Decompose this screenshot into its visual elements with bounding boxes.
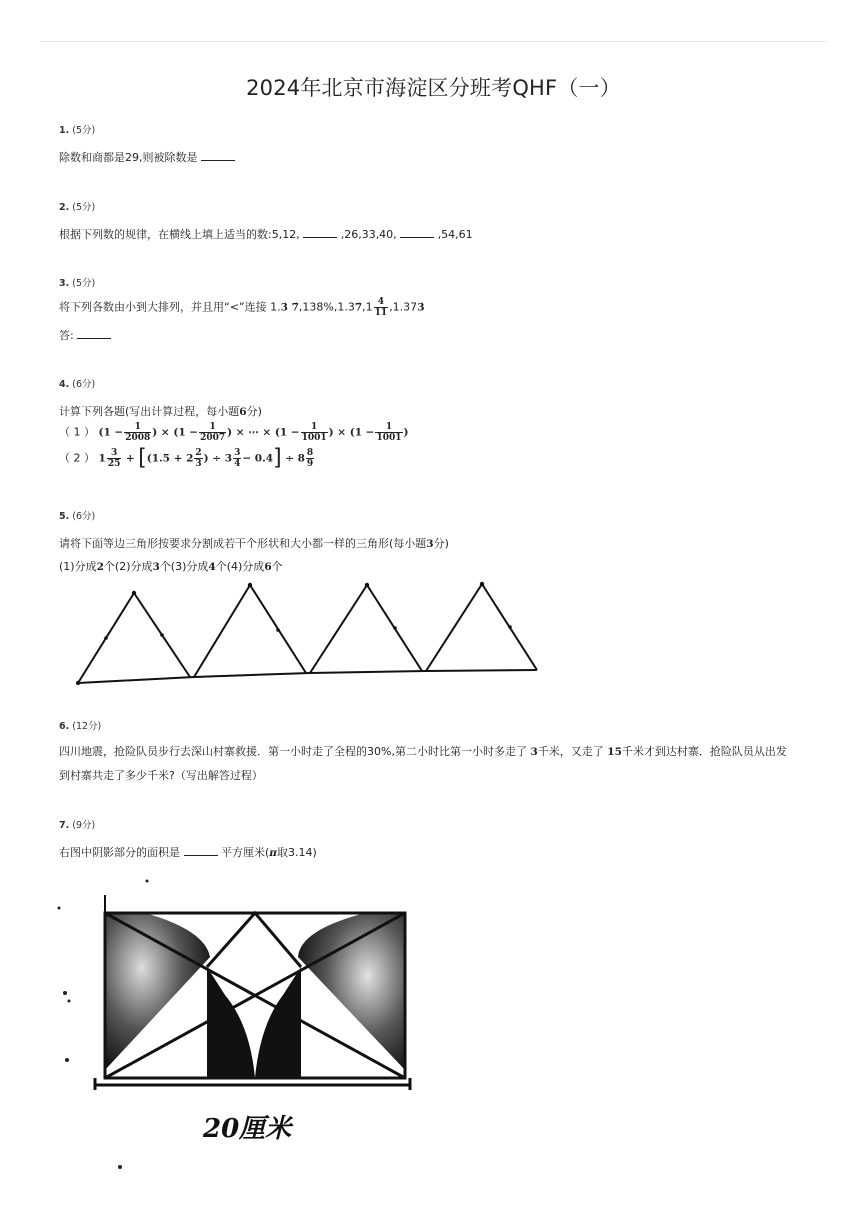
expr-text: + [125,452,135,465]
question-2-stem-b: ,26,33,40, [340,228,397,241]
part-text: (1)分成 [59,560,97,573]
value-3: ,1 [362,300,373,314]
question-6-line-1 [59,743,787,759]
question-5-stem: 请将下面等边三角形按要求分割成若干个形状和大小都一样的三角形(每小题 [59,537,427,550]
triangles-baseline [78,670,537,683]
question-score: (5分) [72,125,96,136]
question-3-header [59,275,95,289]
question-1-text [59,149,235,165]
left-bracket: [ [138,445,147,471]
triangle-3 [310,585,422,673]
speck [65,1058,69,1062]
question-7-text [59,844,317,860]
expr-text: − 0.4 [242,452,274,465]
shaded-area-figure [55,875,415,1179]
question-7-stem-b: 平方厘米( [221,846,270,859]
question-6-line-2 [59,767,263,783]
denominator: 2007 [200,433,226,443]
vertex-dot [132,591,136,595]
question-score: (9分) [72,820,96,831]
midpoint-dot [393,626,397,630]
question-4-stem: 计算下列各题(写出计算过程，每小题 [59,405,240,418]
answer-blank[interactable] [77,328,111,339]
fraction [124,422,151,443]
question-3-answer [59,327,111,343]
question-7-stem-a: 右图中阴影部分的面积是 [59,846,180,859]
denominator: 25 [107,459,121,469]
numerator: 3 [107,448,122,459]
denominator: 3 [195,459,202,469]
numerator: 2 [195,448,202,458]
speck [63,991,67,995]
speck [118,1165,122,1169]
numerator: 1 [301,422,328,433]
question-6-stem-d: 到村寨共走了多少千米?（写出解答过程） [59,769,263,782]
expr-text: (1.5 + 2 [146,452,194,465]
fraction [233,448,241,469]
bold-number: 3 [530,746,538,758]
vertex-dot [480,582,484,586]
part-text: 个(4)分成 [215,560,265,573]
numerator: 1 [199,422,226,433]
question-2-header [59,199,95,213]
denominator: 1001 [376,433,402,443]
expr-text: ÷ 8 [285,452,305,465]
expr-text: ) × (1 − [328,426,375,439]
repeating-digit: 7̇ [354,301,363,314]
expr-text: 1 [98,452,106,465]
question-number: 4. [59,379,70,390]
expression-1 [59,422,409,443]
question-number: 2. [59,202,70,213]
value-2: ,138%,1.3 [298,300,355,314]
expr-text: ) × ⋯ × (1 − [227,426,300,439]
bold-number: 3 [426,538,434,550]
part-label: （ 2 ） [59,451,95,465]
numerator: 8 [306,448,314,458]
numerator: 1 [375,422,402,433]
bold-number: 2 [96,561,104,573]
numerator: 1 [124,422,151,433]
question-4-stem-end: 分) [246,405,262,418]
fraction [374,297,389,318]
question-number: 7. [59,820,70,831]
question-3-text [59,297,425,318]
question-2-stem-c: ,54,61 [437,228,473,241]
left-shaded-region [105,913,210,1070]
bold-number: 6 [239,406,247,418]
vertex-dot [76,681,80,685]
question-1-header [59,122,95,136]
question-number: 5. [59,511,70,522]
fraction [301,422,328,443]
denominator: 4 [234,459,241,469]
question-number: 6. [59,721,70,732]
part-text: 个(2)分成 [103,560,153,573]
question-7-header [59,817,95,831]
repeating-digit: 3̇ [417,301,425,314]
question-number: 1. [59,125,70,136]
triangle-2 [194,585,306,677]
speck [68,1000,71,1003]
question-6-stem-a: 四川地震，抢险队员步行去深山村寨救援．第一小时走了全程的30%,第二小时比第一小时多走了 [59,745,527,758]
question-6-stem-b: 千米，又走了 [537,745,604,758]
denominator: 9 [306,459,314,469]
midpoint-dot [508,625,512,629]
vertex-dot [365,583,369,587]
bold-number: 6 [264,561,272,573]
question-4-text [59,403,262,419]
right-shaded-region [298,913,405,1070]
top-divider [40,41,827,42]
speck [146,880,149,883]
expr-text: ) × (1 − [152,426,199,439]
fraction [194,448,202,469]
question-score: (6分) [72,511,96,522]
question-score: (6分) [72,379,96,390]
repeating-digits: 3̇ 7̇ [280,301,299,314]
question-score: (5分) [72,202,96,213]
question-5-parts [59,558,283,574]
bold-number: 15 [607,746,622,758]
question-7-stem-c: 取3.14) [276,846,317,859]
question-2-text [59,226,473,242]
figure-dimension-label: 20厘米 [203,1114,292,1144]
triangles-figure [70,578,550,694]
part-text: 个(3)分成 [159,560,209,573]
denominator: 11 [374,308,388,318]
midpoint-dot [276,628,280,632]
question-4-header [59,376,95,390]
answer-blank[interactable] [201,150,235,161]
midpoint-dot [160,633,164,637]
question-score: (5分) [72,278,96,289]
question-1-stem: 除数和商都是29,则被除数是 [59,151,198,164]
bold-number: 3 [152,561,160,573]
fraction [306,448,314,469]
question-3-stem: 将下列各数由小到大排列，并且用“<”连接 [59,300,267,314]
vertex-dot [248,583,252,587]
numerator: 4 [374,297,389,308]
part-text: 个 [271,560,283,573]
fraction [107,448,122,469]
expr-text: ) [403,426,409,439]
fraction [199,422,226,443]
value-4: ,1.37 [389,300,418,314]
expr-text: (1 − [98,426,124,439]
question-2-stem-a: 根据下列数的规律，在横线上填上适当的数:5,12, [59,228,300,241]
fraction [375,422,402,443]
midpoint-dot [104,636,108,640]
part-label: （ 1 ） [59,425,95,439]
question-score: (12分) [72,721,102,732]
speck [58,907,61,910]
answer-blank[interactable] [303,227,337,238]
expression-2 [59,445,315,471]
question-5-text [59,535,449,551]
triangle-4 [426,584,537,671]
question-6-header [59,718,101,732]
expr-text: ) ÷ 3 [203,452,233,465]
value-1: 1. [270,300,281,314]
answer-blank[interactable] [184,845,218,856]
denominator: 2008 [125,433,151,443]
answer-blank[interactable] [400,227,434,238]
bold-number: 4 [208,561,216,573]
answer-label: 答: [59,329,74,342]
pi-symbol: π [269,847,277,859]
question-6-stem-c: 千米才到达村寨．抢险队员从出发 [621,745,787,758]
question-5-header [59,508,95,522]
question-5-stem-end: 分) [433,537,449,550]
triangle-1 [78,593,190,683]
page-title: 2024年北京市海淀区分班考QHF（一） [246,76,621,100]
right-bracket: ] [273,445,282,471]
question-number: 3. [59,278,70,289]
numerator: 3 [234,448,241,458]
denominator: 1001 [301,433,327,443]
